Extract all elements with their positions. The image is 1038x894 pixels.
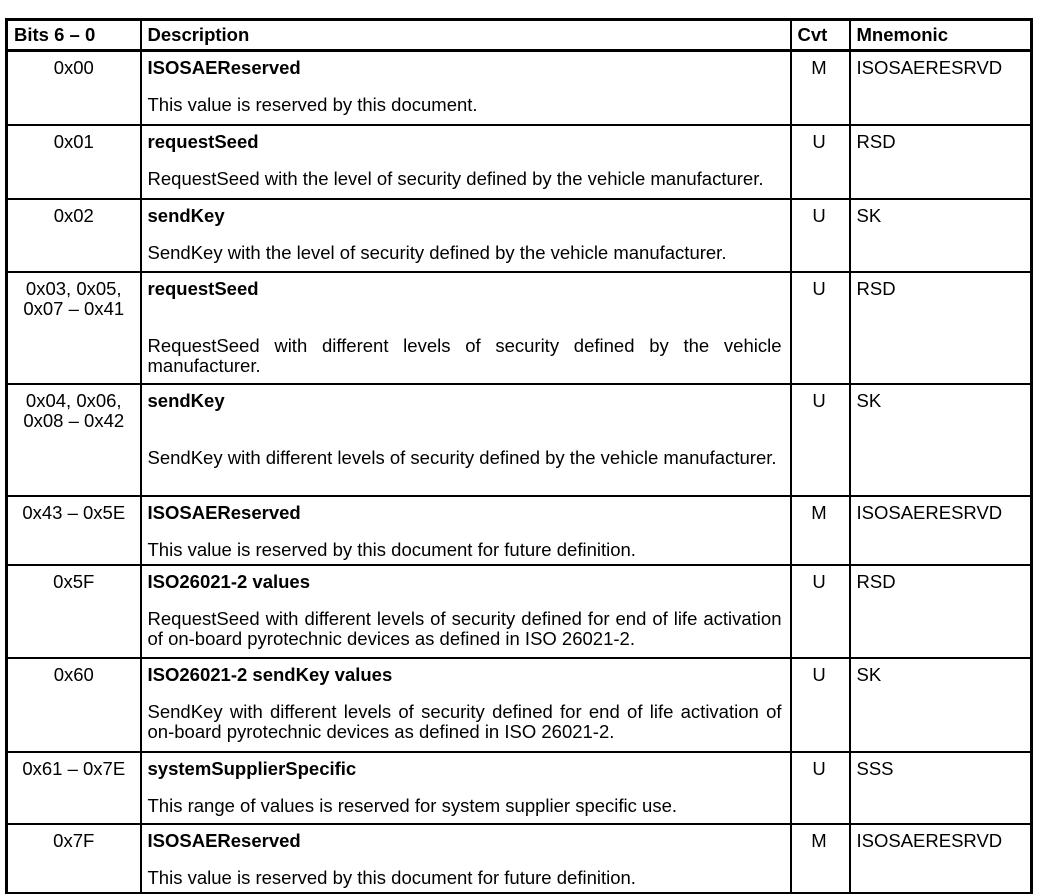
description-cell [141, 199, 791, 272]
table-row [7, 824, 1032, 894]
row-description: RequestSeed with different levels of security defined for end of life activation of on-board pyrotechnic devices as defined in ISO 26021-2. [147, 607, 782, 649]
column-header-cvt: Cvt [791, 20, 850, 51]
row-title: ISOSAEReserved [147, 501, 301, 523]
description-cell [141, 658, 791, 752]
row-description: This value is reserved by this document. [147, 94, 478, 115]
cvt-cell: U [791, 125, 850, 199]
row-title: sendKey [147, 389, 225, 411]
row-description: This value is reserved by this document for future definition. [147, 538, 636, 560]
row-title: systemSupplierSpecific [147, 757, 357, 779]
row-title: ISOSAEReserved [147, 829, 301, 851]
mnemonic-cell: ISOSAERESRVD [850, 51, 1032, 125]
table-row [7, 496, 1032, 565]
cvt-cell: M [791, 824, 850, 894]
mnemonic-cell: ISOSAERESRVD [850, 824, 1032, 894]
description-cell [141, 125, 791, 199]
row-description: This range of values is reserved for system supplier specific use. [147, 794, 678, 816]
table-row [7, 125, 1032, 199]
cvt-cell: M [791, 51, 850, 125]
cvt-cell: U [791, 658, 850, 752]
mnemonic-cell: SK [850, 384, 1032, 496]
cvt-cell: U [791, 565, 850, 658]
mnemonic-cell: ISOSAERESRVD [850, 496, 1032, 565]
description-cell [141, 51, 791, 125]
description-cell [141, 752, 791, 824]
table-row [7, 384, 1032, 496]
security-access-subfunction-table [5, 18, 1033, 894]
table-row [7, 658, 1032, 752]
bits-cell: 0x01 [7, 125, 141, 199]
table-row [7, 51, 1032, 125]
row-description: RequestSeed with different levels of security defined by the vehicle manufacturer. [147, 334, 782, 376]
bits-cell: 0x61 – 0x7E [7, 752, 141, 824]
row-description: SendKey with the level of security defined by the vehicle manufacturer. [147, 241, 727, 263]
row-description: SendKey with different levels of security defined for end of life activation of on-board pyrotechnic devices as defined in ISO 26021-2. [147, 700, 782, 742]
description-cell [141, 272, 791, 384]
row-description: SendKey with different levels of security defined by the vehicle manufacturer. [147, 446, 777, 468]
bits-cell: 0x02 [7, 199, 141, 272]
bits-cell: 0x43 – 0x5E [7, 496, 141, 565]
column-header-mnemonic: Mnemonic [850, 20, 1032, 51]
row-title: requestSeed [147, 277, 259, 299]
mnemonic-cell: RSD [850, 272, 1032, 384]
mnemonic-cell: SK [850, 199, 1032, 272]
row-title: sendKey [147, 204, 225, 226]
description-cell [141, 496, 791, 565]
cvt-cell: M [791, 496, 850, 565]
row-title: ISO26021-2 values [147, 570, 310, 592]
bits-cell: 0x03, 0x05, 0x07 – 0x41 [7, 272, 141, 384]
cvt-cell: U [791, 199, 850, 272]
row-title: ISOSAEReserved [147, 57, 301, 78]
cvt-cell: U [791, 272, 850, 384]
table-row [7, 752, 1032, 824]
row-description: RequestSeed with the level of security defined by the vehicle manufacturer. [147, 167, 764, 189]
table-row [7, 565, 1032, 658]
row-title: requestSeed [147, 130, 259, 152]
mnemonic-cell: SSS [850, 752, 1032, 824]
description-cell [141, 824, 791, 894]
row-title: ISO26021-2 sendKey values [147, 663, 393, 685]
table-row [7, 272, 1032, 384]
cvt-cell: U [791, 384, 850, 496]
bits-cell: 0x04, 0x06, 0x08 – 0x42 [7, 384, 141, 496]
table-row [7, 199, 1032, 272]
mnemonic-cell: SK [850, 658, 1032, 752]
bits-cell: 0x60 [7, 658, 141, 752]
table-header-row [7, 20, 1032, 51]
bits-cell: 0x7F [7, 824, 141, 894]
mnemonic-cell: RSD [850, 125, 1032, 199]
column-header-bits: Bits 6 – 0 [7, 20, 141, 51]
description-cell [141, 565, 791, 658]
bits-cell: 0x00 [7, 51, 141, 125]
row-description: This value is reserved by this document for future definition. [147, 866, 636, 888]
column-header-description: Description [141, 20, 791, 51]
cvt-cell: U [791, 752, 850, 824]
description-cell [141, 384, 791, 496]
mnemonic-cell: RSD [850, 565, 1032, 658]
bits-cell: 0x5F [7, 565, 141, 658]
